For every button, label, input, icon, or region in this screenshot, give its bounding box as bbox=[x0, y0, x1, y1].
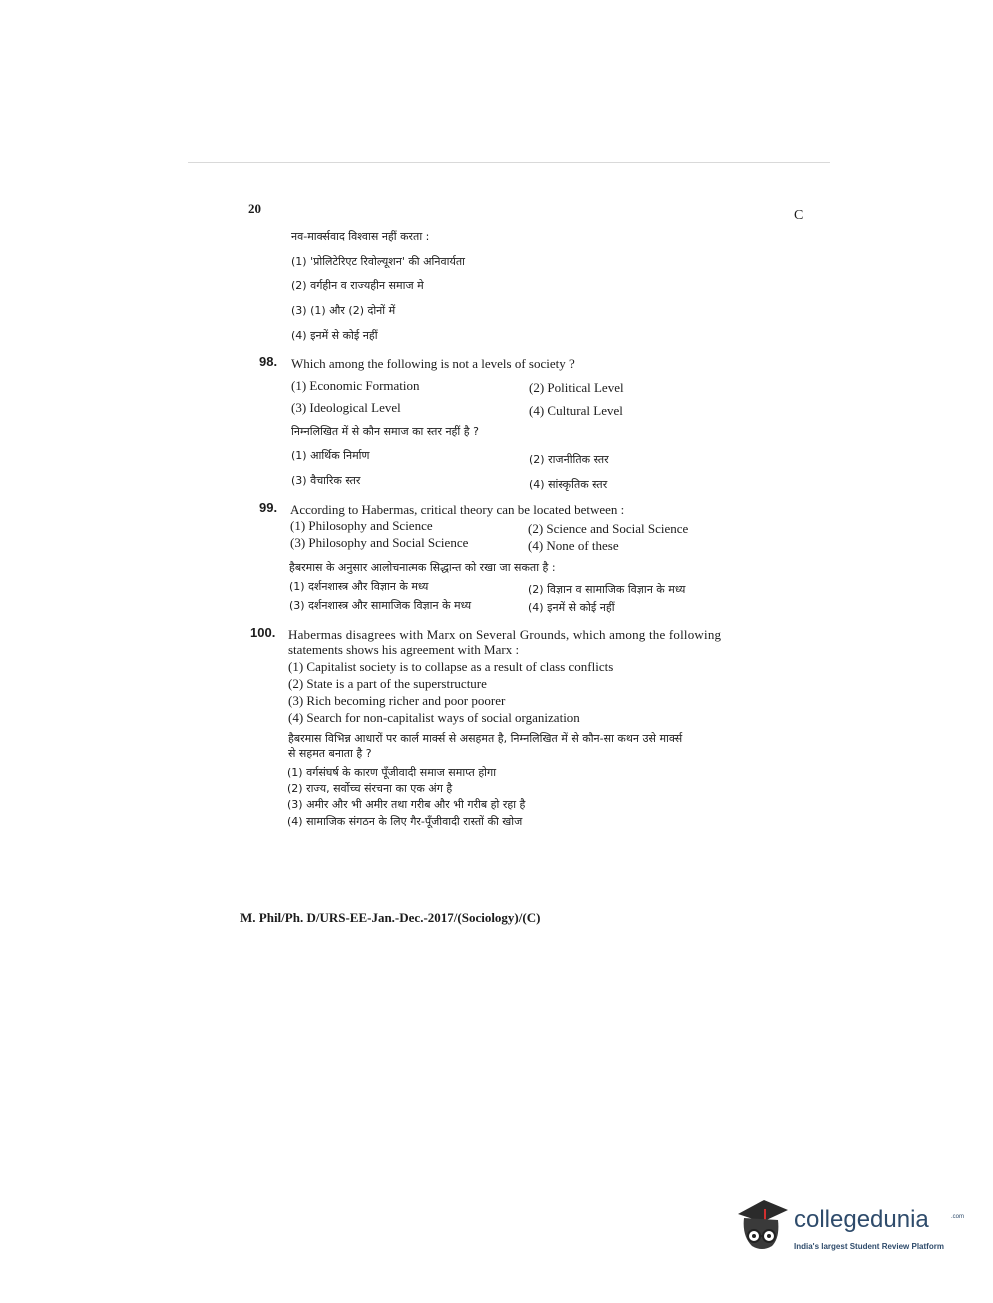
q100-stem-hindi-line-2: से सहमत बनाता है ? bbox=[288, 747, 372, 760]
q99-option-1: (1) Philosophy and Science bbox=[290, 518, 433, 533]
q99-option-hindi-2: (2) विज्ञान व सामाजिक विज्ञान के मध्य bbox=[528, 583, 686, 596]
q98-option-2: (2) Political Level bbox=[529, 380, 624, 395]
q99-option-2: (2) Science and Social Science bbox=[528, 521, 689, 536]
footer-paper-code: M. Phil/Ph. D/URS-EE-Jan.-Dec.-2017/(Sociology)/(C) bbox=[240, 910, 541, 925]
collegedunia-logo bbox=[734, 1196, 964, 1266]
q98-option-1: (1) Economic Formation bbox=[291, 378, 420, 393]
q100-option-3: (3) Rich becoming richer and poor poorer bbox=[288, 693, 506, 708]
q98-option-4: (4) Cultural Level bbox=[529, 403, 623, 418]
q100-option-hindi-3: (3) अमीर और भी अमीर तथा गरीब और भी गरीब हो रहा है bbox=[287, 798, 526, 811]
q100-option-1: (1) Capitalist society is to collapse as a result of class conflicts bbox=[288, 659, 614, 674]
question-number-99: 99. bbox=[259, 500, 278, 515]
top-divider bbox=[188, 162, 830, 163]
q98-option-hindi-1: (1) आर्थिक निर्माण bbox=[291, 449, 370, 462]
q98-option-hindi-4: (4) सांस्कृतिक स्तर bbox=[529, 478, 608, 491]
q99-option-4: (4) None of these bbox=[528, 538, 619, 553]
q100-stem-line-2: statements shows his agreement with Marx : bbox=[288, 642, 520, 657]
mascot-icon bbox=[734, 1196, 790, 1256]
q97-option-hindi-3: (3) (1) और (2) दोनों में bbox=[291, 304, 396, 317]
q100-option-hindi-4: (4) सामाजिक संगठन के लिए गैर-पूँजीवादी रास्तों की खोज bbox=[287, 815, 523, 828]
q100-option-4: (4) Search for non-capitalist ways of social organization bbox=[288, 710, 580, 725]
q97-option-hindi-2: (2) वर्गहीन व राज्यहीन समाज मे bbox=[291, 279, 424, 292]
q98-option-3: (3) Ideological Level bbox=[291, 400, 401, 415]
set-code: C bbox=[794, 208, 804, 223]
page-number: 20 bbox=[248, 201, 261, 216]
q99-option-3: (3) Philosophy and Social Science bbox=[290, 535, 469, 550]
logo-suffix: .com bbox=[951, 1214, 965, 1220]
q99-option-hindi-1: (1) दर्शनशास्त्र और विज्ञान के मध्य bbox=[289, 580, 429, 593]
q99-option-hindi-3: (3) दर्शनशास्त्र और सामाजिक विज्ञान के मध्य bbox=[289, 599, 472, 612]
q100-option-2: (2) State is a part of the superstructure bbox=[288, 676, 487, 691]
logo-wordmark: collegedunia bbox=[794, 1206, 929, 1233]
q98-option-hindi-3: (3) वैचारिक स्तर bbox=[291, 474, 361, 487]
logo-tagline: India's largest Student Review Platform bbox=[794, 1242, 944, 1251]
q100-stem-hindi-line-1: हैबरमास विभिन्न आधारों पर कार्ल मार्क्स से असहमत है, निम्नलिखित में से कौन-सा कथन उसे मार्क्स bbox=[288, 732, 683, 745]
q98-option-hindi-2: (2) राजनीतिक स्तर bbox=[529, 453, 609, 466]
q98-stem-hindi: निम्नलिखित में से कौन समाज का स्तर नहीं है ? bbox=[291, 425, 479, 438]
q97-option-hindi-1: (1) 'प्रोलिटेरिएट रिवोल्यूशन' की अनिवार्यता bbox=[291, 255, 465, 268]
q100-stem-line-1: Habermas disagrees with Marx on Several Grounds, which among the following bbox=[288, 627, 722, 642]
q99-stem: According to Habermas, critical theory can be located between : bbox=[290, 502, 625, 517]
q97-stem-hindi: नव-मार्क्सवाद विश्वास नहीं करता : bbox=[291, 230, 430, 243]
question-number-98: 98. bbox=[259, 354, 278, 369]
q97-option-hindi-4: (4) इनमें से कोई नहीं bbox=[291, 329, 378, 342]
q100-option-hindi-1: (1) वर्गसंघर्ष के कारण पूँजीवादी समाज समाप्त होगा bbox=[287, 766, 497, 779]
q98-stem: Which among the following is not a levels of society ? bbox=[291, 356, 575, 371]
q99-option-hindi-4: (4) इनमें से कोई नहीं bbox=[528, 601, 615, 614]
question-number-100: 100. bbox=[250, 625, 276, 640]
q99-stem-hindi: हैबरमास के अनुसार आलोचनात्मक सिद्धान्त को रखा जा सकता है : bbox=[289, 561, 556, 574]
q100-option-hindi-2: (2) राज्य, सर्वोच्च संरचना का एक अंग है bbox=[287, 782, 453, 795]
